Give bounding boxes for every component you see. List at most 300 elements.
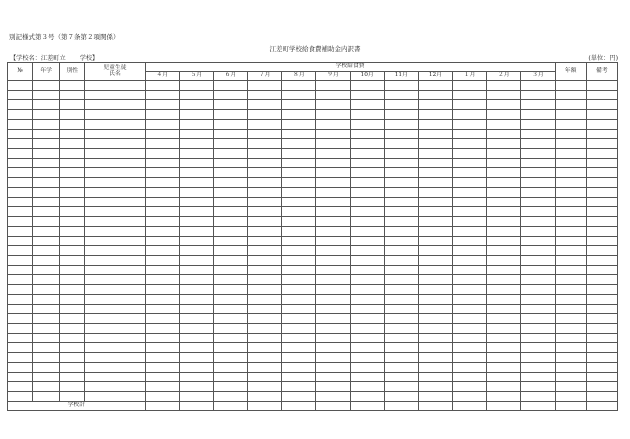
table-cell xyxy=(85,353,145,363)
table-cell xyxy=(555,197,586,207)
table-cell xyxy=(350,81,384,91)
table-cell xyxy=(8,333,33,343)
table-cell xyxy=(586,187,617,197)
table-cell xyxy=(60,110,85,120)
table-cell xyxy=(555,217,586,227)
table-cell xyxy=(555,294,586,304)
table-cell xyxy=(179,314,213,324)
table-cell xyxy=(453,90,487,100)
table-cell xyxy=(316,110,350,120)
table-cell xyxy=(384,323,418,333)
table-cell xyxy=(418,323,452,333)
table-cell xyxy=(316,353,350,363)
table-cell xyxy=(453,372,487,382)
table-cell xyxy=(213,294,247,304)
table-row xyxy=(8,217,618,227)
table-cell xyxy=(487,236,521,246)
table-cell xyxy=(487,314,521,324)
total-cell xyxy=(521,401,555,411)
table-cell xyxy=(145,149,179,159)
table-body xyxy=(8,81,618,402)
table-cell xyxy=(555,314,586,324)
table-cell xyxy=(8,81,33,91)
table-cell xyxy=(179,236,213,246)
subsidy-table xyxy=(7,62,618,411)
table-cell xyxy=(453,323,487,333)
table-cell xyxy=(145,168,179,178)
table-cell xyxy=(521,343,555,353)
table-cell xyxy=(213,139,247,149)
table-cell xyxy=(282,382,316,392)
total-cell xyxy=(487,401,521,411)
table-cell xyxy=(453,314,487,324)
table-cell xyxy=(316,236,350,246)
table-cell xyxy=(384,333,418,343)
table-cell xyxy=(60,139,85,149)
table-cell xyxy=(586,226,617,236)
table-cell xyxy=(33,110,60,120)
table-cell xyxy=(213,197,247,207)
table-cell xyxy=(586,294,617,304)
table-cell xyxy=(33,236,60,246)
table-cell xyxy=(282,323,316,333)
table-cell xyxy=(248,81,282,91)
table-cell xyxy=(521,265,555,275)
table-cell xyxy=(555,236,586,246)
table-cell xyxy=(248,149,282,159)
table-cell xyxy=(350,314,384,324)
table-cell xyxy=(384,129,418,139)
table-cell xyxy=(145,392,179,402)
table-cell xyxy=(384,275,418,285)
table-cell xyxy=(33,168,60,178)
table-cell xyxy=(521,323,555,333)
unit-label: (単位：円) xyxy=(588,55,618,62)
table-cell xyxy=(350,100,384,110)
table-row xyxy=(8,81,618,91)
table-cell xyxy=(418,236,452,246)
table-cell xyxy=(145,129,179,139)
table-cell xyxy=(33,187,60,197)
table-cell xyxy=(555,168,586,178)
table-cell xyxy=(521,90,555,100)
table-cell xyxy=(384,294,418,304)
table-cell xyxy=(586,217,617,227)
table-cell xyxy=(521,129,555,139)
table-cell xyxy=(8,207,33,217)
table-cell xyxy=(85,129,145,139)
table-cell xyxy=(85,158,145,168)
table-row xyxy=(8,285,618,295)
table-cell xyxy=(248,304,282,314)
header-month: ８月 xyxy=(282,72,316,81)
table-cell xyxy=(350,149,384,159)
table-cell xyxy=(248,168,282,178)
table-cell xyxy=(487,168,521,178)
total-cell xyxy=(282,401,316,411)
header-month: ４月 xyxy=(145,72,179,81)
table-cell xyxy=(179,353,213,363)
table-cell xyxy=(33,333,60,343)
table-cell xyxy=(316,139,350,149)
table-cell xyxy=(60,81,85,91)
table-cell xyxy=(453,294,487,304)
table-cell xyxy=(60,323,85,333)
table-cell xyxy=(145,246,179,256)
table-cell xyxy=(316,197,350,207)
table-cell xyxy=(282,265,316,275)
table-cell xyxy=(248,333,282,343)
table-cell xyxy=(487,285,521,295)
table-row xyxy=(8,187,618,197)
table-cell xyxy=(316,168,350,178)
table-cell xyxy=(213,149,247,159)
table-cell xyxy=(213,158,247,168)
table-cell xyxy=(521,110,555,120)
table-cell xyxy=(145,217,179,227)
table-cell xyxy=(350,168,384,178)
table-cell xyxy=(248,217,282,227)
table-cell xyxy=(316,382,350,392)
table-cell xyxy=(453,236,487,246)
table-cell xyxy=(316,343,350,353)
table-row xyxy=(8,236,618,246)
table-cell xyxy=(453,81,487,91)
total-cell xyxy=(555,401,586,411)
header-no: № xyxy=(8,63,33,81)
table-row xyxy=(8,119,618,129)
table-cell xyxy=(453,275,487,285)
table-cell xyxy=(179,343,213,353)
total-cell xyxy=(453,401,487,411)
table-cell xyxy=(555,285,586,295)
table-cell xyxy=(384,362,418,372)
table-cell xyxy=(487,323,521,333)
table-cell xyxy=(85,168,145,178)
table-cell xyxy=(487,110,521,120)
table-cell xyxy=(248,197,282,207)
table-cell xyxy=(555,353,586,363)
table-cell xyxy=(60,168,85,178)
table-cell xyxy=(316,275,350,285)
table-cell xyxy=(213,285,247,295)
table-cell xyxy=(8,226,33,236)
table-cell xyxy=(8,187,33,197)
table-cell xyxy=(384,158,418,168)
table-cell xyxy=(60,90,85,100)
table-cell xyxy=(384,139,418,149)
table-cell xyxy=(248,362,282,372)
table-cell xyxy=(8,178,33,188)
table-cell xyxy=(145,323,179,333)
table-cell xyxy=(248,187,282,197)
table-cell xyxy=(85,139,145,149)
table-cell xyxy=(555,304,586,314)
table-cell xyxy=(60,265,85,275)
table-cell xyxy=(60,333,85,343)
table-cell xyxy=(521,333,555,343)
table-cell xyxy=(33,100,60,110)
table-cell xyxy=(248,178,282,188)
table-cell xyxy=(418,255,452,265)
table-cell xyxy=(145,187,179,197)
table-cell xyxy=(555,207,586,217)
table-cell xyxy=(453,139,487,149)
table-row xyxy=(8,100,618,110)
table-cell xyxy=(586,333,617,343)
table-cell xyxy=(33,265,60,275)
table-cell xyxy=(487,382,521,392)
table-cell xyxy=(60,382,85,392)
table-cell xyxy=(179,246,213,256)
table-cell xyxy=(487,333,521,343)
table-cell xyxy=(179,139,213,149)
header-student-name-line1: 児童生徒 xyxy=(103,64,127,71)
table-cell xyxy=(213,129,247,139)
table-cell xyxy=(316,323,350,333)
table-cell xyxy=(418,382,452,392)
table-cell xyxy=(350,285,384,295)
table-cell xyxy=(248,139,282,149)
table-cell xyxy=(248,275,282,285)
table-cell xyxy=(487,149,521,159)
table-cell xyxy=(521,217,555,227)
table-cell xyxy=(179,168,213,178)
table-cell xyxy=(384,382,418,392)
table-cell xyxy=(453,168,487,178)
form-label: 別記様式第３号（第７条第２項関係） xyxy=(9,33,120,41)
table-cell xyxy=(487,81,521,91)
table-cell xyxy=(213,392,247,402)
table-cell xyxy=(350,333,384,343)
table-cell xyxy=(213,265,247,275)
table-cell xyxy=(85,323,145,333)
table-cell xyxy=(85,81,145,91)
table-cell xyxy=(85,100,145,110)
table-cell xyxy=(487,226,521,236)
table-cell xyxy=(555,187,586,197)
table-cell xyxy=(384,314,418,324)
table-cell xyxy=(282,100,316,110)
table-cell xyxy=(179,207,213,217)
table-cell xyxy=(33,343,60,353)
table-cell xyxy=(85,187,145,197)
table-cell xyxy=(213,226,247,236)
table-cell xyxy=(418,314,452,324)
table-cell xyxy=(8,304,33,314)
header-month: １月 xyxy=(453,72,487,81)
table-cell xyxy=(85,275,145,285)
table-cell xyxy=(33,119,60,129)
table-cell xyxy=(521,158,555,168)
table-cell xyxy=(282,304,316,314)
table-cell xyxy=(145,265,179,275)
table-cell xyxy=(555,100,586,110)
table-cell xyxy=(555,139,586,149)
table-cell xyxy=(33,149,60,159)
table-cell xyxy=(316,333,350,343)
table-cell xyxy=(521,236,555,246)
table-cell xyxy=(213,90,247,100)
total-cell xyxy=(418,401,452,411)
table-cell xyxy=(418,294,452,304)
table-cell xyxy=(145,158,179,168)
table-cell xyxy=(8,285,33,295)
table-cell xyxy=(487,197,521,207)
table-cell xyxy=(487,294,521,304)
table-cell xyxy=(316,246,350,256)
table-cell xyxy=(8,119,33,129)
table-cell xyxy=(85,246,145,256)
table-cell xyxy=(586,178,617,188)
table-cell xyxy=(282,314,316,324)
table-cell xyxy=(487,207,521,217)
table-cell xyxy=(384,149,418,159)
table-row xyxy=(8,139,618,149)
table-cell xyxy=(85,217,145,227)
table-cell xyxy=(555,343,586,353)
header-gender: 別性 xyxy=(60,63,85,81)
table-cell xyxy=(8,372,33,382)
table-cell xyxy=(179,217,213,227)
table-cell xyxy=(85,197,145,207)
table-cell xyxy=(179,178,213,188)
table-cell xyxy=(60,158,85,168)
table-cell xyxy=(384,178,418,188)
table-cell xyxy=(8,265,33,275)
table-cell xyxy=(453,226,487,236)
table-cell xyxy=(586,343,617,353)
table-cell xyxy=(384,353,418,363)
table-cell xyxy=(586,314,617,324)
table-cell xyxy=(145,275,179,285)
table-cell xyxy=(282,110,316,120)
table-cell xyxy=(8,362,33,372)
table-cell xyxy=(555,149,586,159)
table-cell xyxy=(350,158,384,168)
table-cell xyxy=(521,314,555,324)
table-row xyxy=(8,168,618,178)
table-cell xyxy=(487,255,521,265)
document-title: 江差町学校給食費補助金内訳書 xyxy=(269,45,361,53)
table-cell xyxy=(453,217,487,227)
table-cell xyxy=(350,90,384,100)
table-cell xyxy=(453,207,487,217)
total-row xyxy=(8,401,618,411)
table-cell xyxy=(418,285,452,295)
table-cell xyxy=(33,314,60,324)
total-cell xyxy=(248,401,282,411)
table-row xyxy=(8,90,618,100)
table-row xyxy=(8,197,618,207)
table-cell xyxy=(8,100,33,110)
table-cell xyxy=(145,304,179,314)
table-cell xyxy=(453,382,487,392)
table-cell xyxy=(586,197,617,207)
table-cell xyxy=(555,333,586,343)
table-cell xyxy=(487,372,521,382)
table-row xyxy=(8,207,618,217)
table-cell xyxy=(555,246,586,256)
header-month: ２月 xyxy=(487,72,521,81)
table-cell xyxy=(213,314,247,324)
table-cell xyxy=(60,294,85,304)
table-cell xyxy=(145,343,179,353)
table-cell xyxy=(8,110,33,120)
table-cell xyxy=(33,255,60,265)
table-cell xyxy=(33,90,60,100)
table-row xyxy=(8,129,618,139)
table-cell xyxy=(282,285,316,295)
table-row xyxy=(8,255,618,265)
school-name-prefix: 【学校名：江差町立 xyxy=(10,55,66,62)
table-cell xyxy=(521,119,555,129)
table-cell xyxy=(8,392,33,402)
table-cell xyxy=(555,362,586,372)
table-cell xyxy=(8,197,33,207)
table-cell xyxy=(453,100,487,110)
table-cell xyxy=(179,119,213,129)
table-cell xyxy=(85,343,145,353)
table-cell xyxy=(60,392,85,402)
table-cell xyxy=(248,246,282,256)
table-row xyxy=(8,304,618,314)
table-cell xyxy=(586,139,617,149)
table-cell xyxy=(418,343,452,353)
table-cell xyxy=(60,275,85,285)
table-cell xyxy=(453,304,487,314)
table-cell xyxy=(60,129,85,139)
table-cell xyxy=(145,236,179,246)
table-cell xyxy=(350,265,384,275)
table-cell xyxy=(384,246,418,256)
table-cell xyxy=(350,197,384,207)
table-cell xyxy=(179,382,213,392)
table-cell xyxy=(33,285,60,295)
table-cell xyxy=(350,392,384,402)
table-cell xyxy=(213,275,247,285)
table-cell xyxy=(418,90,452,100)
table-cell xyxy=(487,275,521,285)
table-cell xyxy=(555,265,586,275)
table-cell xyxy=(586,304,617,314)
total-label: 学校計 xyxy=(8,401,146,411)
table-cell xyxy=(555,372,586,382)
table-cell xyxy=(282,197,316,207)
table-cell xyxy=(350,129,384,139)
table-cell xyxy=(213,304,247,314)
table-cell xyxy=(487,119,521,129)
table-cell xyxy=(418,333,452,343)
table-cell xyxy=(145,382,179,392)
table-cell xyxy=(248,207,282,217)
table-cell xyxy=(60,149,85,159)
table-cell xyxy=(85,304,145,314)
table-cell xyxy=(316,226,350,236)
table-cell xyxy=(60,119,85,129)
table-cell xyxy=(85,90,145,100)
table-cell xyxy=(521,168,555,178)
table-cell xyxy=(586,275,617,285)
table-cell xyxy=(282,392,316,402)
table-cell xyxy=(85,119,145,129)
table-cell xyxy=(384,372,418,382)
table-row xyxy=(8,265,618,275)
table-cell xyxy=(384,304,418,314)
table-cell xyxy=(350,255,384,265)
table-cell xyxy=(60,343,85,353)
table-cell xyxy=(179,333,213,343)
